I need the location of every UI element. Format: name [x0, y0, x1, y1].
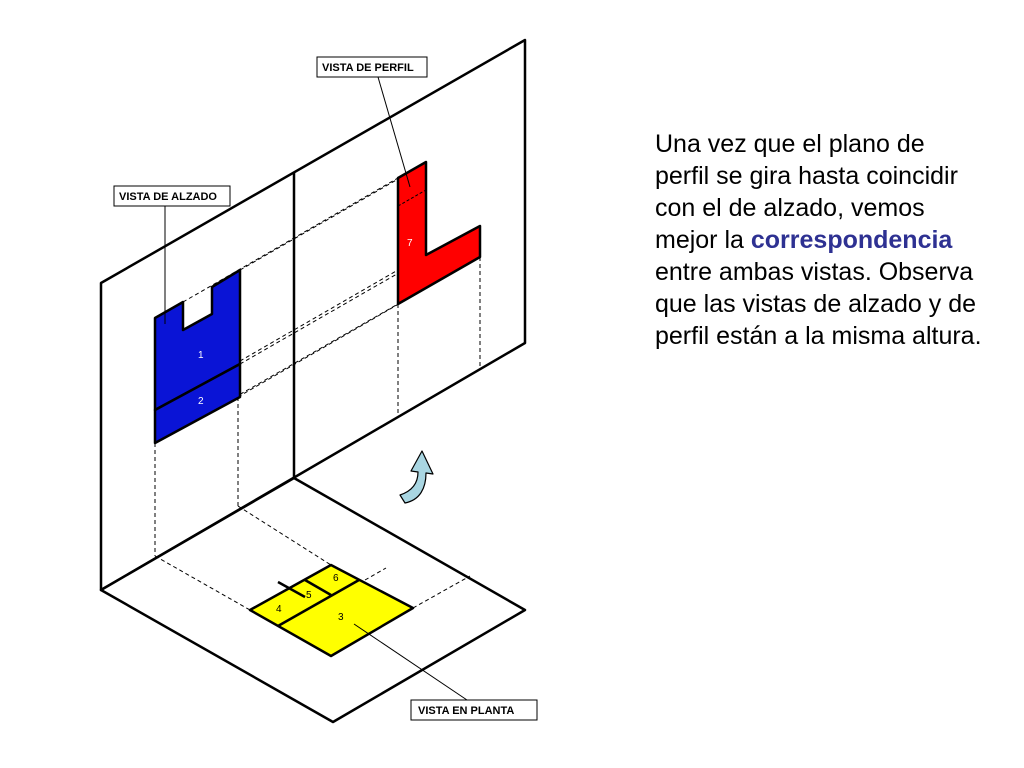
face-number-5: 5 — [306, 590, 312, 601]
explanation-part-2: entre ambas vistas. Observa que las vistas de alzado y de perfil están a la misma altura. — [655, 258, 982, 350]
explanation-text — [655, 128, 985, 352]
face-number-1: 1 — [198, 350, 204, 361]
curved-rotation-arrow-icon — [400, 451, 433, 503]
face-number-7: 7 — [407, 238, 413, 249]
explanation-highlight: correspondencia — [750, 226, 953, 254]
profile-view-label-text: VISTA DE PERFIL — [322, 62, 414, 74]
front-view-label-text: VISTA DE ALZADO — [119, 191, 217, 203]
face-number-6: 6 — [333, 573, 339, 584]
face-number-3: 3 — [338, 612, 344, 623]
explanation-part-1: Una vez que el plano de perfil se gira hasta coincidir con el de alzado, vemos mejor la — [655, 130, 958, 254]
plan-view-label-text: VISTA EN PLANTA — [418, 705, 515, 717]
face-number-4: 4 — [276, 604, 282, 615]
face-number-2: 2 — [198, 396, 204, 407]
